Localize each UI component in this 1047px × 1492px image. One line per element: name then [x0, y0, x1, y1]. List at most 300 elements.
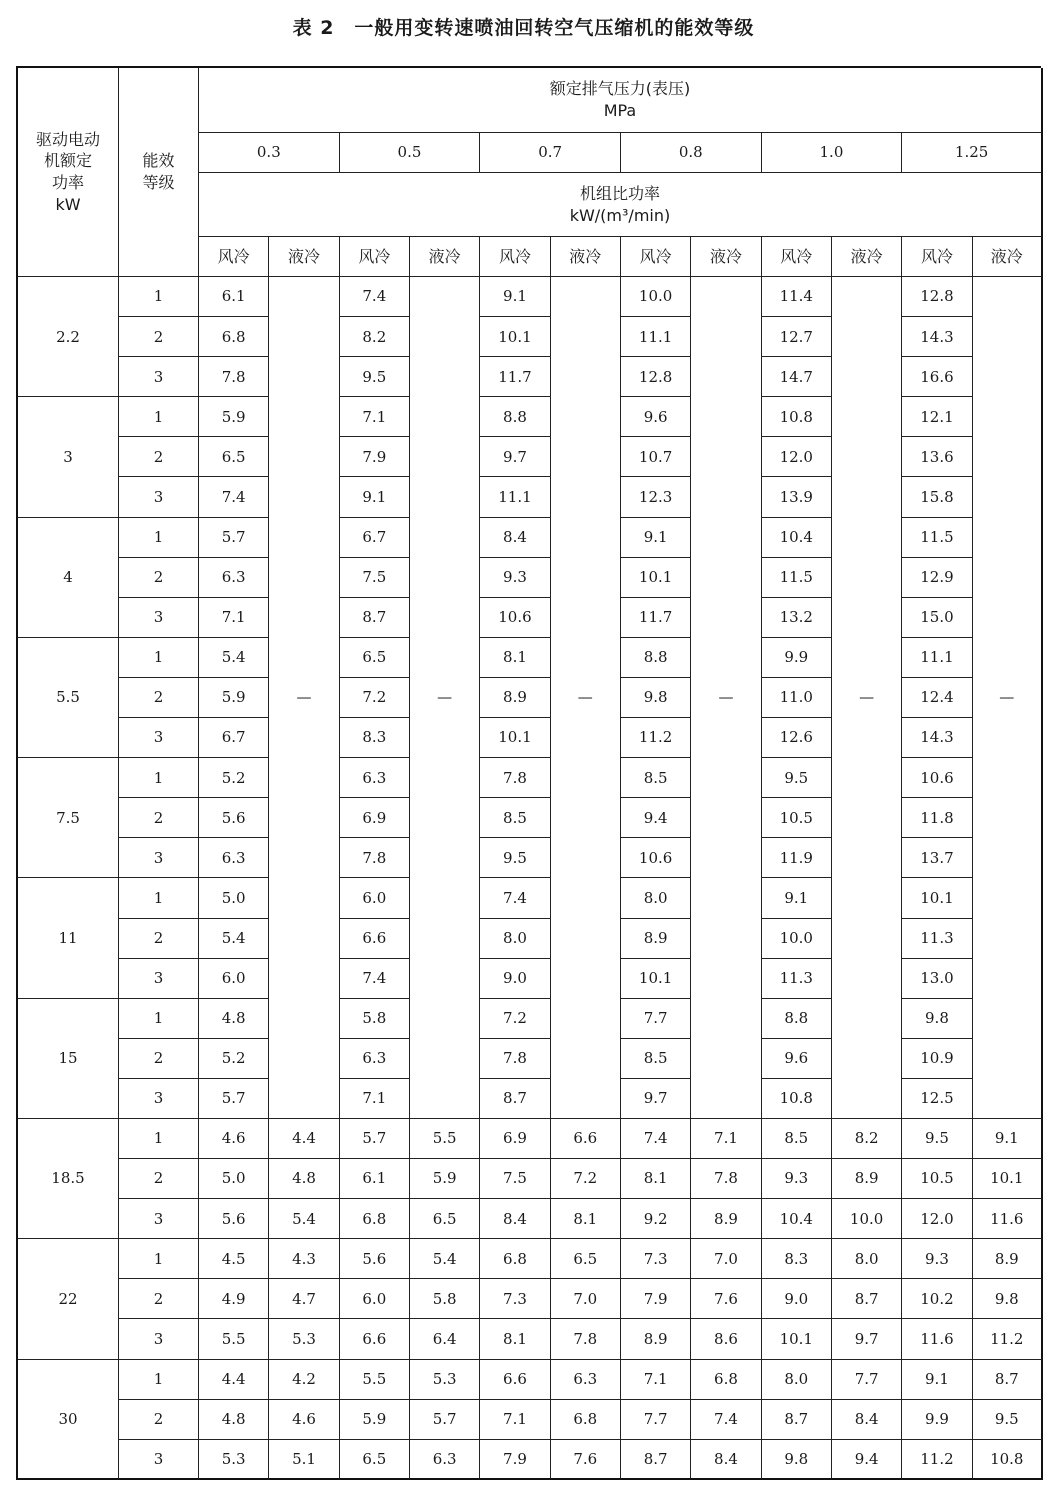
- air-cooled-value: 10.8: [762, 1079, 832, 1119]
- not-applicable-dash: —: [691, 277, 761, 1119]
- air-cooled-value: 9.5: [340, 357, 410, 397]
- air-cooled-value: 5.2: [199, 1039, 269, 1079]
- air-cooled-value: 8.0: [762, 1360, 832, 1400]
- air-cooled-value: 10.1: [621, 558, 691, 598]
- air-cooled-value: 14.3: [902, 718, 972, 758]
- air-cooled-value: 7.1: [621, 1360, 691, 1400]
- air-cooled-value: 7.4: [480, 878, 550, 918]
- cooling-type-header: 液冷: [551, 237, 621, 277]
- air-cooled-value: 10.0: [762, 919, 832, 959]
- air-cooled-value: 8.5: [480, 798, 550, 838]
- air-cooled-value: 10.1: [621, 959, 691, 999]
- air-cooled-value: 12.0: [762, 437, 832, 477]
- air-cooled-value: 7.8: [199, 357, 269, 397]
- air-cooled-value: 7.1: [340, 1079, 410, 1119]
- not-applicable-dash: —: [269, 277, 339, 1119]
- cooling-type-header: 液冷: [832, 237, 902, 277]
- air-cooled-value: 10.9: [902, 1039, 972, 1079]
- air-cooled-value: 7.8: [340, 838, 410, 878]
- air-cooled-value: 8.0: [480, 919, 550, 959]
- pressure-value: 0.5: [340, 133, 481, 173]
- air-cooled-value: 8.9: [621, 1319, 691, 1359]
- air-cooled-value: 7.2: [480, 999, 550, 1039]
- air-cooled-value: 5.4: [199, 919, 269, 959]
- air-cooled-value: 7.1: [480, 1400, 550, 1440]
- liquid-cooled-value: 10.1: [973, 1159, 1043, 1199]
- liquid-cooled-value: 6.8: [691, 1360, 761, 1400]
- air-cooled-value: 9.5: [902, 1119, 972, 1159]
- grade-cell: 2: [119, 1039, 199, 1079]
- air-cooled-value: 7.3: [621, 1239, 691, 1279]
- air-cooled-value: 11.0: [762, 678, 832, 718]
- air-cooled-value: 5.0: [199, 1159, 269, 1199]
- air-cooled-value: 9.2: [621, 1199, 691, 1239]
- air-cooled-value: 8.8: [480, 397, 550, 437]
- air-cooled-value: 10.4: [762, 518, 832, 558]
- air-cooled-value: 10.1: [480, 317, 550, 357]
- grade-cell: 1: [119, 758, 199, 798]
- liquid-cooled-value: 7.6: [691, 1279, 761, 1319]
- air-cooled-value: 8.9: [621, 919, 691, 959]
- air-cooled-value: 5.6: [199, 798, 269, 838]
- liquid-cooled-value: 5.5: [410, 1119, 480, 1159]
- grade-cell: 3: [119, 477, 199, 517]
- air-cooled-value: 6.9: [480, 1119, 550, 1159]
- air-cooled-value: 7.4: [340, 959, 410, 999]
- air-cooled-value: 5.9: [340, 1400, 410, 1440]
- liquid-cooled-value: 5.9: [410, 1159, 480, 1199]
- liquid-cooled-value: 6.3: [551, 1360, 621, 1400]
- liquid-cooled-value: 7.8: [691, 1159, 761, 1199]
- air-cooled-value: 11.4: [762, 277, 832, 317]
- air-cooled-value: 8.7: [480, 1079, 550, 1119]
- motor-power-cell: 22: [18, 1239, 119, 1359]
- air-cooled-value: 9.3: [480, 558, 550, 598]
- liquid-cooled-value: 8.6: [691, 1319, 761, 1359]
- liquid-cooled-value: 7.7: [832, 1360, 902, 1400]
- air-cooled-value: 10.2: [902, 1279, 972, 1319]
- motor-power-unit: kW: [55, 194, 81, 214]
- air-cooled-value: 12.9: [902, 558, 972, 598]
- air-cooled-value: 5.4: [199, 638, 269, 678]
- liquid-cooled-value: 8.1: [551, 1199, 621, 1239]
- not-applicable-dash: —: [410, 277, 480, 1119]
- air-cooled-value: 8.1: [480, 638, 550, 678]
- air-cooled-value: 9.1: [762, 878, 832, 918]
- air-cooled-value: 12.6: [762, 718, 832, 758]
- liquid-cooled-value: 11.6: [973, 1199, 1043, 1239]
- air-cooled-value: 7.7: [621, 999, 691, 1039]
- air-cooled-value: 5.6: [199, 1199, 269, 1239]
- cooling-type-header: 风冷: [762, 237, 832, 277]
- liquid-cooled-value: 7.1: [691, 1119, 761, 1159]
- air-cooled-value: 7.9: [621, 1279, 691, 1319]
- motor-power-cell: 7.5: [18, 758, 119, 878]
- grade-cell: 3: [119, 1079, 199, 1119]
- air-cooled-value: 9.5: [762, 758, 832, 798]
- cooling-type-header: 风冷: [199, 237, 269, 277]
- cooling-type-header: 风冷: [621, 237, 691, 277]
- liquid-cooled-value: 10.0: [832, 1199, 902, 1239]
- motor-power-cell: 30: [18, 1360, 119, 1480]
- not-applicable-dash: —: [973, 277, 1043, 1119]
- grade-cell: 3: [119, 357, 199, 397]
- air-cooled-value: 12.0: [902, 1199, 972, 1239]
- air-cooled-value: 8.3: [762, 1239, 832, 1279]
- air-cooled-value: 13.7: [902, 838, 972, 878]
- air-cooled-value: 5.6: [340, 1239, 410, 1279]
- air-cooled-value: 4.5: [199, 1239, 269, 1279]
- air-cooled-value: 7.1: [199, 598, 269, 638]
- grade-cell: 1: [119, 638, 199, 678]
- liquid-cooled-value: 8.0: [832, 1239, 902, 1279]
- air-cooled-value: 7.1: [340, 397, 410, 437]
- grade-cell: 1: [119, 999, 199, 1039]
- air-cooled-value: 7.4: [621, 1119, 691, 1159]
- air-cooled-value: 7.9: [340, 437, 410, 477]
- specific-power-header: [199, 173, 1043, 237]
- air-cooled-value: 12.3: [621, 477, 691, 517]
- motor-power-cell: 5.5: [18, 638, 119, 758]
- air-cooled-value: 6.0: [199, 959, 269, 999]
- air-cooled-value: 15.8: [902, 477, 972, 517]
- air-cooled-value: 6.8: [340, 1199, 410, 1239]
- air-cooled-value: 6.1: [199, 277, 269, 317]
- air-cooled-value: 9.3: [902, 1239, 972, 1279]
- motor-power-header: [18, 68, 119, 277]
- air-cooled-value: 5.8: [340, 999, 410, 1039]
- liquid-cooled-value: 7.8: [551, 1319, 621, 1359]
- grade-cell: 2: [119, 1279, 199, 1319]
- liquid-cooled-value: 9.1: [973, 1119, 1043, 1159]
- motor-power-cell: 4: [18, 518, 119, 638]
- liquid-cooled-value: 7.0: [691, 1239, 761, 1279]
- air-cooled-value: 9.6: [762, 1039, 832, 1079]
- air-cooled-value: 9.5: [480, 838, 550, 878]
- air-cooled-value: 10.0: [621, 277, 691, 317]
- efficiency-grade-table: [16, 66, 1041, 1480]
- grade-cell: 2: [119, 678, 199, 718]
- air-cooled-value: 5.9: [199, 678, 269, 718]
- liquid-cooled-value: 7.4: [691, 1400, 761, 1440]
- air-cooled-value: 12.7: [762, 317, 832, 357]
- air-cooled-value: 9.1: [340, 477, 410, 517]
- air-cooled-value: 6.0: [340, 878, 410, 918]
- air-cooled-value: 10.7: [621, 437, 691, 477]
- liquid-cooled-value: 5.3: [410, 1360, 480, 1400]
- air-cooled-value: 6.0: [340, 1279, 410, 1319]
- air-cooled-value: 9.7: [480, 437, 550, 477]
- air-cooled-value: 8.4: [480, 518, 550, 558]
- air-cooled-value: 9.0: [762, 1279, 832, 1319]
- air-cooled-value: 8.5: [621, 758, 691, 798]
- liquid-cooled-value: 11.2: [973, 1319, 1043, 1359]
- air-cooled-value: 5.7: [340, 1119, 410, 1159]
- air-cooled-value: 5.5: [340, 1360, 410, 1400]
- air-cooled-value: 8.7: [762, 1400, 832, 1440]
- air-cooled-value: 10.5: [902, 1159, 972, 1199]
- air-cooled-value: 16.6: [902, 357, 972, 397]
- liquid-cooled-value: 5.4: [410, 1239, 480, 1279]
- liquid-cooled-value: 10.8: [973, 1440, 1043, 1480]
- air-cooled-value: 6.9: [340, 798, 410, 838]
- air-cooled-value: 15.0: [902, 598, 972, 638]
- air-cooled-value: 7.9: [480, 1440, 550, 1480]
- air-cooled-value: 9.9: [902, 1400, 972, 1440]
- air-cooled-value: 13.0: [902, 959, 972, 999]
- motor-power-header-line: 机额定: [43, 151, 92, 171]
- liquid-cooled-value: 8.7: [832, 1279, 902, 1319]
- air-cooled-value: 12.4: [902, 678, 972, 718]
- air-cooled-value: 6.3: [340, 1039, 410, 1079]
- grade-cell: 1: [119, 1239, 199, 1279]
- pressure-value: 1.0: [762, 133, 903, 173]
- air-cooled-value: 10.6: [902, 758, 972, 798]
- grade-header-line: 能效: [142, 151, 175, 171]
- liquid-cooled-value: 7.0: [551, 1279, 621, 1319]
- air-cooled-value: 7.4: [199, 477, 269, 517]
- liquid-cooled-value: 5.1: [269, 1440, 339, 1480]
- grade-cell: 3: [119, 1440, 199, 1480]
- air-cooled-value: 9.1: [621, 518, 691, 558]
- air-cooled-value: 7.5: [340, 558, 410, 598]
- air-cooled-value: 11.5: [902, 518, 972, 558]
- air-cooled-value: 11.8: [902, 798, 972, 838]
- air-cooled-value: 6.6: [340, 1319, 410, 1359]
- air-cooled-value: 11.2: [902, 1440, 972, 1480]
- grade-cell: 1: [119, 878, 199, 918]
- air-cooled-value: 11.1: [480, 477, 550, 517]
- grade-cell: 3: [119, 598, 199, 638]
- air-cooled-value: 8.1: [480, 1319, 550, 1359]
- air-cooled-value: 14.7: [762, 357, 832, 397]
- air-cooled-value: 4.8: [199, 999, 269, 1039]
- air-cooled-value: 10.1: [902, 878, 972, 918]
- liquid-cooled-value: 5.4: [269, 1199, 339, 1239]
- air-cooled-value: 7.7: [621, 1400, 691, 1440]
- liquid-cooled-value: 8.9: [973, 1239, 1043, 1279]
- air-cooled-value: 6.3: [199, 558, 269, 598]
- liquid-cooled-value: 9.4: [832, 1440, 902, 1480]
- air-cooled-value: 11.5: [762, 558, 832, 598]
- not-applicable-dash: —: [551, 277, 621, 1119]
- air-cooled-value: 8.7: [621, 1440, 691, 1480]
- air-cooled-value: 10.5: [762, 798, 832, 838]
- grade-cell: 1: [119, 277, 199, 317]
- grade-cell: 3: [119, 959, 199, 999]
- grade-cell: 2: [119, 437, 199, 477]
- air-cooled-value: 6.5: [199, 437, 269, 477]
- grade-cell: 2: [119, 919, 199, 959]
- air-cooled-value: 7.5: [480, 1159, 550, 1199]
- liquid-cooled-value: 6.5: [410, 1199, 480, 1239]
- pressure-value: 0.8: [621, 133, 762, 173]
- air-cooled-value: 4.4: [199, 1360, 269, 1400]
- air-cooled-value: 9.7: [621, 1079, 691, 1119]
- air-cooled-value: 11.1: [902, 638, 972, 678]
- liquid-cooled-value: 4.6: [269, 1400, 339, 1440]
- air-cooled-value: 6.8: [199, 317, 269, 357]
- motor-power-cell: 3: [18, 397, 119, 517]
- grade-cell: 3: [119, 718, 199, 758]
- air-cooled-value: 8.3: [340, 718, 410, 758]
- air-cooled-value: 9.3: [762, 1159, 832, 1199]
- motor-power-header-line: 功率: [51, 173, 84, 192]
- air-cooled-value: 10.4: [762, 1199, 832, 1239]
- air-cooled-value: 10.6: [621, 838, 691, 878]
- air-cooled-value: 6.3: [199, 838, 269, 878]
- cooling-type-header: 液冷: [973, 237, 1043, 277]
- air-cooled-value: 11.2: [621, 718, 691, 758]
- air-cooled-value: 13.6: [902, 437, 972, 477]
- air-cooled-value: 9.0: [480, 959, 550, 999]
- cooling-type-header: 液冷: [269, 237, 339, 277]
- air-cooled-value: 10.6: [480, 598, 550, 638]
- cooling-type-header: 风冷: [480, 237, 550, 277]
- air-cooled-value: 5.7: [199, 518, 269, 558]
- cooling-type-header: 液冷: [691, 237, 761, 277]
- liquid-cooled-value: 8.2: [832, 1119, 902, 1159]
- liquid-cooled-value: 8.9: [691, 1199, 761, 1239]
- air-cooled-value: 9.8: [902, 999, 972, 1039]
- air-cooled-value: 11.7: [621, 598, 691, 638]
- liquid-cooled-value: 9.5: [973, 1400, 1043, 1440]
- liquid-cooled-value: 6.5: [551, 1239, 621, 1279]
- air-cooled-value: 8.9: [480, 678, 550, 718]
- specific-power-label: 机组比功率: [579, 183, 660, 203]
- air-cooled-value: 8.8: [621, 638, 691, 678]
- air-cooled-value: 9.8: [621, 678, 691, 718]
- motor-power-cell: 11: [18, 878, 119, 998]
- table-title: 表 2 一般用变转速喷油回转空气压缩机的能效等级: [292, 17, 755, 39]
- grade-cell: 2: [119, 558, 199, 598]
- air-cooled-value: 11.1: [621, 317, 691, 357]
- air-cooled-value: 6.1: [340, 1159, 410, 1199]
- grade-header-line: 等级: [142, 173, 175, 192]
- air-cooled-value: 5.0: [199, 878, 269, 918]
- pressure-value: 1.25: [902, 133, 1043, 173]
- grade-cell: 2: [119, 317, 199, 357]
- air-cooled-value: 11.6: [902, 1319, 972, 1359]
- air-cooled-value: 6.5: [340, 1440, 410, 1480]
- grade-cell: 2: [119, 1159, 199, 1199]
- grade-cell: 1: [119, 1360, 199, 1400]
- grade-cell: 1: [119, 397, 199, 437]
- liquid-cooled-value: 8.7: [973, 1360, 1043, 1400]
- liquid-cooled-value: 9.7: [832, 1319, 902, 1359]
- air-cooled-value: 9.4: [621, 798, 691, 838]
- motor-power-cell: 15: [18, 999, 119, 1119]
- air-cooled-value: 13.9: [762, 477, 832, 517]
- pressure-unit: MPa: [603, 101, 637, 120]
- air-cooled-value: 5.5: [199, 1319, 269, 1359]
- liquid-cooled-value: 4.7: [269, 1279, 339, 1319]
- air-cooled-value: 9.1: [902, 1360, 972, 1400]
- liquid-cooled-value: 5.7: [410, 1400, 480, 1440]
- liquid-cooled-value: 6.8: [551, 1400, 621, 1440]
- grade-cell: 2: [119, 798, 199, 838]
- air-cooled-value: 8.4: [480, 1199, 550, 1239]
- liquid-cooled-value: 6.6: [551, 1119, 621, 1159]
- air-cooled-value: 8.2: [340, 317, 410, 357]
- air-cooled-value: 6.7: [340, 518, 410, 558]
- air-cooled-value: 6.5: [340, 638, 410, 678]
- air-cooled-value: 13.2: [762, 598, 832, 638]
- air-cooled-value: 6.6: [340, 919, 410, 959]
- liquid-cooled-value: 6.4: [410, 1319, 480, 1359]
- pressure-header: [199, 68, 1043, 133]
- air-cooled-value: 5.7: [199, 1079, 269, 1119]
- cooling-type-header: 风冷: [340, 237, 410, 277]
- air-cooled-value: 4.8: [199, 1400, 269, 1440]
- grade-cell: 3: [119, 1319, 199, 1359]
- air-cooled-value: 6.3: [340, 758, 410, 798]
- liquid-cooled-value: 9.8: [973, 1279, 1043, 1319]
- grade-cell: 3: [119, 838, 199, 878]
- air-cooled-value: 11.3: [762, 959, 832, 999]
- air-cooled-value: 7.8: [480, 1039, 550, 1079]
- motor-power-cell: 18.5: [18, 1119, 119, 1239]
- grade-cell: 1: [119, 518, 199, 558]
- liquid-cooled-value: 8.9: [832, 1159, 902, 1199]
- liquid-cooled-value: 4.4: [269, 1119, 339, 1159]
- air-cooled-value: 8.5: [762, 1119, 832, 1159]
- air-cooled-value: 14.3: [902, 317, 972, 357]
- air-cooled-value: 12.1: [902, 397, 972, 437]
- liquid-cooled-value: 8.4: [832, 1400, 902, 1440]
- air-cooled-value: 12.8: [902, 277, 972, 317]
- air-cooled-value: 8.1: [621, 1159, 691, 1199]
- air-cooled-value: 8.0: [621, 878, 691, 918]
- liquid-cooled-value: 7.6: [551, 1440, 621, 1480]
- air-cooled-value: 11.7: [480, 357, 550, 397]
- air-cooled-value: 8.7: [340, 598, 410, 638]
- liquid-cooled-value: 6.3: [410, 1440, 480, 1480]
- air-cooled-value: 9.1: [480, 277, 550, 317]
- pressure-value: 0.7: [480, 133, 621, 173]
- air-cooled-value: 6.7: [199, 718, 269, 758]
- liquid-cooled-value: 8.4: [691, 1440, 761, 1480]
- grade-header: [119, 68, 199, 277]
- grade-cell: 3: [119, 1199, 199, 1239]
- air-cooled-value: 4.6: [199, 1119, 269, 1159]
- grade-cell: 1: [119, 1119, 199, 1159]
- liquid-cooled-value: 4.3: [269, 1239, 339, 1279]
- cooling-type-header: 风冷: [902, 237, 972, 277]
- air-cooled-value: 11.3: [902, 919, 972, 959]
- air-cooled-value: 10.8: [762, 397, 832, 437]
- motor-power-cell: 2.2: [18, 277, 119, 397]
- air-cooled-value: 6.6: [480, 1360, 550, 1400]
- not-applicable-dash: —: [832, 277, 902, 1119]
- cooling-type-header: 液冷: [410, 237, 480, 277]
- pressure-value: 0.3: [199, 133, 340, 173]
- air-cooled-value: 10.1: [762, 1319, 832, 1359]
- air-cooled-value: 8.8: [762, 999, 832, 1039]
- air-cooled-value: 5.3: [199, 1440, 269, 1480]
- air-cooled-value: 11.9: [762, 838, 832, 878]
- liquid-cooled-value: 5.8: [410, 1279, 480, 1319]
- motor-power-header-line: 驱动电动: [35, 129, 100, 149]
- air-cooled-value: 7.4: [340, 277, 410, 317]
- air-cooled-value: 7.8: [480, 758, 550, 798]
- grade-cell: 2: [119, 1400, 199, 1440]
- air-cooled-value: 7.2: [340, 678, 410, 718]
- air-cooled-value: 9.6: [621, 397, 691, 437]
- air-cooled-value: 12.8: [621, 357, 691, 397]
- air-cooled-value: 5.9: [199, 397, 269, 437]
- air-cooled-value: 12.5: [902, 1079, 972, 1119]
